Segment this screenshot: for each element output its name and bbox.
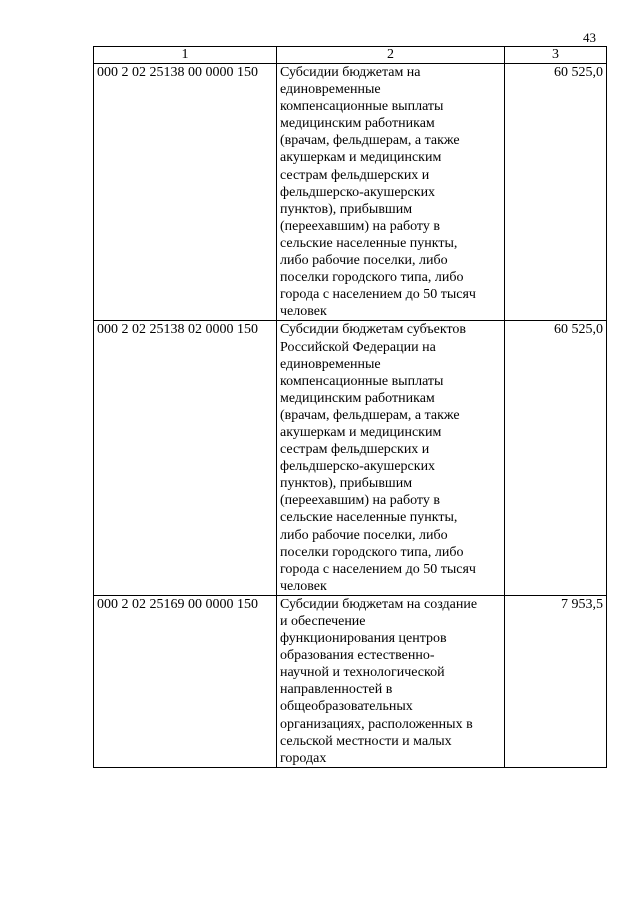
description-line: направленностей в: [280, 682, 393, 698]
description-line: пунктов), прибывшим: [280, 476, 413, 492]
description-line: фельдшерско-акушерских: [280, 184, 436, 200]
description-line: человек: [280, 304, 327, 320]
budget-code: 000 2 02 25138 02 0000 150: [94, 321, 277, 596]
table-row: [94, 321, 607, 596]
description-line: единовременные: [280, 356, 381, 372]
description-line: городах: [280, 750, 327, 766]
description-line: медицинским работникам: [280, 116, 435, 132]
description-line: Субсидии бюджетам субъектов: [280, 322, 467, 338]
description-line: человек: [280, 578, 327, 594]
description-line: акушеркам и медицинским: [280, 424, 442, 440]
budget-amount: 60 525,0: [505, 64, 607, 321]
description-line: медицинским работникам: [280, 390, 435, 406]
description-line: города с населением до 50 тысяч: [280, 287, 476, 303]
column-header-1: 1: [94, 47, 277, 64]
description-line: Российской Федерации на: [280, 339, 436, 355]
column-header-2: 2: [277, 47, 505, 64]
description-line: либо рабочие поселки, либо: [280, 527, 448, 543]
description-line: сельские населенные пункты,: [280, 235, 458, 251]
description-line: компенсационные выплаты: [280, 373, 444, 389]
description-line: сельской местности и малых: [280, 733, 452, 749]
description-line: организациях, расположенных в: [280, 716, 473, 732]
description-line: Субсидии бюджетам на: [280, 65, 421, 80]
description-line: пунктов), прибывшим: [280, 201, 413, 217]
description-line: либо рабочие поселки, либо: [280, 253, 448, 269]
table-header-row: [94, 47, 607, 64]
description-line: и обеспечение: [280, 614, 366, 629]
description-line: поселки городского типа, либо: [280, 544, 464, 560]
table-row: [94, 64, 607, 321]
description-line: образования естественно-: [280, 648, 435, 664]
description-line: единовременные: [280, 82, 381, 98]
description-line: акушеркам и медицинским: [280, 150, 442, 166]
column-header-3: 3: [505, 47, 607, 64]
budget-table: [93, 46, 607, 768]
description-line: сельские населенные пункты,: [280, 510, 458, 526]
description-line: (переехавшим) на работу в: [280, 493, 440, 509]
page-number: 43: [583, 30, 596, 45]
description-line: (врачам, фельдшерам, а также: [280, 407, 460, 423]
description-line: (врачам, фельдшерам, а также: [280, 133, 460, 149]
description-line: научной и технологической: [280, 665, 445, 681]
budget-code: 000 2 02 25138 00 0000 150: [94, 64, 277, 321]
budget-description: [277, 64, 505, 321]
table-row: [94, 595, 607, 767]
description-line: Субсидии бюджетам на создание: [280, 596, 478, 612]
budget-amount: 7 953,5: [505, 595, 607, 767]
description-line: общеобразовательных: [280, 699, 413, 715]
budget-description: [277, 595, 505, 767]
description-line: компенсационные выплаты: [280, 99, 444, 115]
budget-code: 000 2 02 25169 00 0000 150: [94, 595, 277, 767]
description-line: поселки городского типа, либо: [280, 270, 464, 286]
budget-description: [277, 321, 505, 596]
budget-amount: 60 525,0: [505, 321, 607, 596]
description-line: функционирования центров: [280, 631, 447, 647]
description-line: фельдшерско-акушерских: [280, 459, 436, 475]
description-line: сестрам фельдшерских и: [280, 442, 430, 458]
description-line: сестрам фельдшерских и: [280, 167, 430, 183]
description-line: города с населением до 50 тысяч: [280, 561, 476, 577]
description-line: (переехавшим) на работу в: [280, 218, 440, 234]
